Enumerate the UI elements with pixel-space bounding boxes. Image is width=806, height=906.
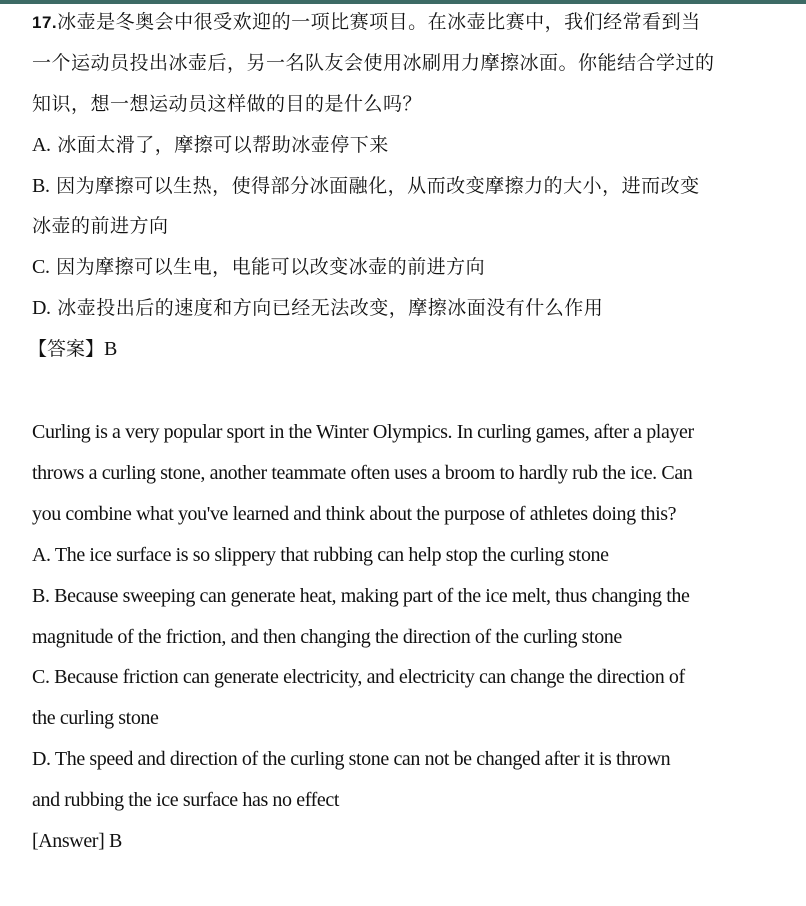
- en-question-line-1: Curling is a very popular sport in the Winter Olympics. In curling games, after a player: [32, 421, 694, 443]
- zh-option-b: B. 因为摩擦可以生热，使得部分冰面融化，从而改变摩擦力的大小，进而改变: [32, 175, 700, 197]
- zh-question-line-2: 一个运动员投出冰壶后，另一名队友会使用冰刷用力摩擦冰面。你能结合学过的: [32, 52, 715, 74]
- en-option-a: A. The ice surface is so slippery that rubbing can help stop the curling stone: [32, 544, 609, 566]
- en-option-b-cont: magnitude of the friction, and then changing the direction of the curling stone: [32, 626, 622, 648]
- zh-option-d: D. 冰壶投出后的速度和方向已经无法改变，摩擦冰面没有什么作用: [32, 297, 604, 319]
- en-option-d: D. The speed and direction of the curling stone can not be changed after it is thrown: [32, 748, 671, 770]
- zh-question-line-3: 知识，想一想运动员这样做的目的是什么吗？: [32, 93, 423, 115]
- en-option-c-cont: the curling stone: [32, 707, 159, 729]
- zh-answer: 【答案】B: [28, 338, 118, 360]
- zh-question-line-1: 17.冰壶是冬奥会中很受欢迎的一项比赛项目。在冰壶比赛中，我们经常看到当: [32, 11, 701, 33]
- zh-option-b-cont: 冰壶的前进方向: [32, 215, 169, 237]
- en-option-b: B. Because sweeping can generate heat, making part of the ice melt, thus changing the: [32, 585, 690, 607]
- zh-option-c: C. 因为摩擦可以生电，电能可以改变冰壶的前进方向: [32, 256, 486, 278]
- en-question-line-2: throws a curling stone, another teammate often uses a broom to hardly rub the ice. Can: [32, 462, 693, 484]
- en-question-line-3: you combine what you've learned and think about the purpose of athletes doing this?: [32, 503, 677, 525]
- question-number: 17.: [32, 13, 58, 32]
- en-option-c: C. Because friction can generate electricity, and electricity can change the direction of: [32, 666, 685, 688]
- en-answer: [Answer] B: [32, 830, 122, 852]
- zh-option-a: A. 冰面太滑了，摩擦可以帮助冰壶停下来: [32, 134, 389, 156]
- top-accent-bar: [0, 0, 806, 4]
- en-option-d-cont: and rubbing the ice surface has no effect: [32, 789, 339, 811]
